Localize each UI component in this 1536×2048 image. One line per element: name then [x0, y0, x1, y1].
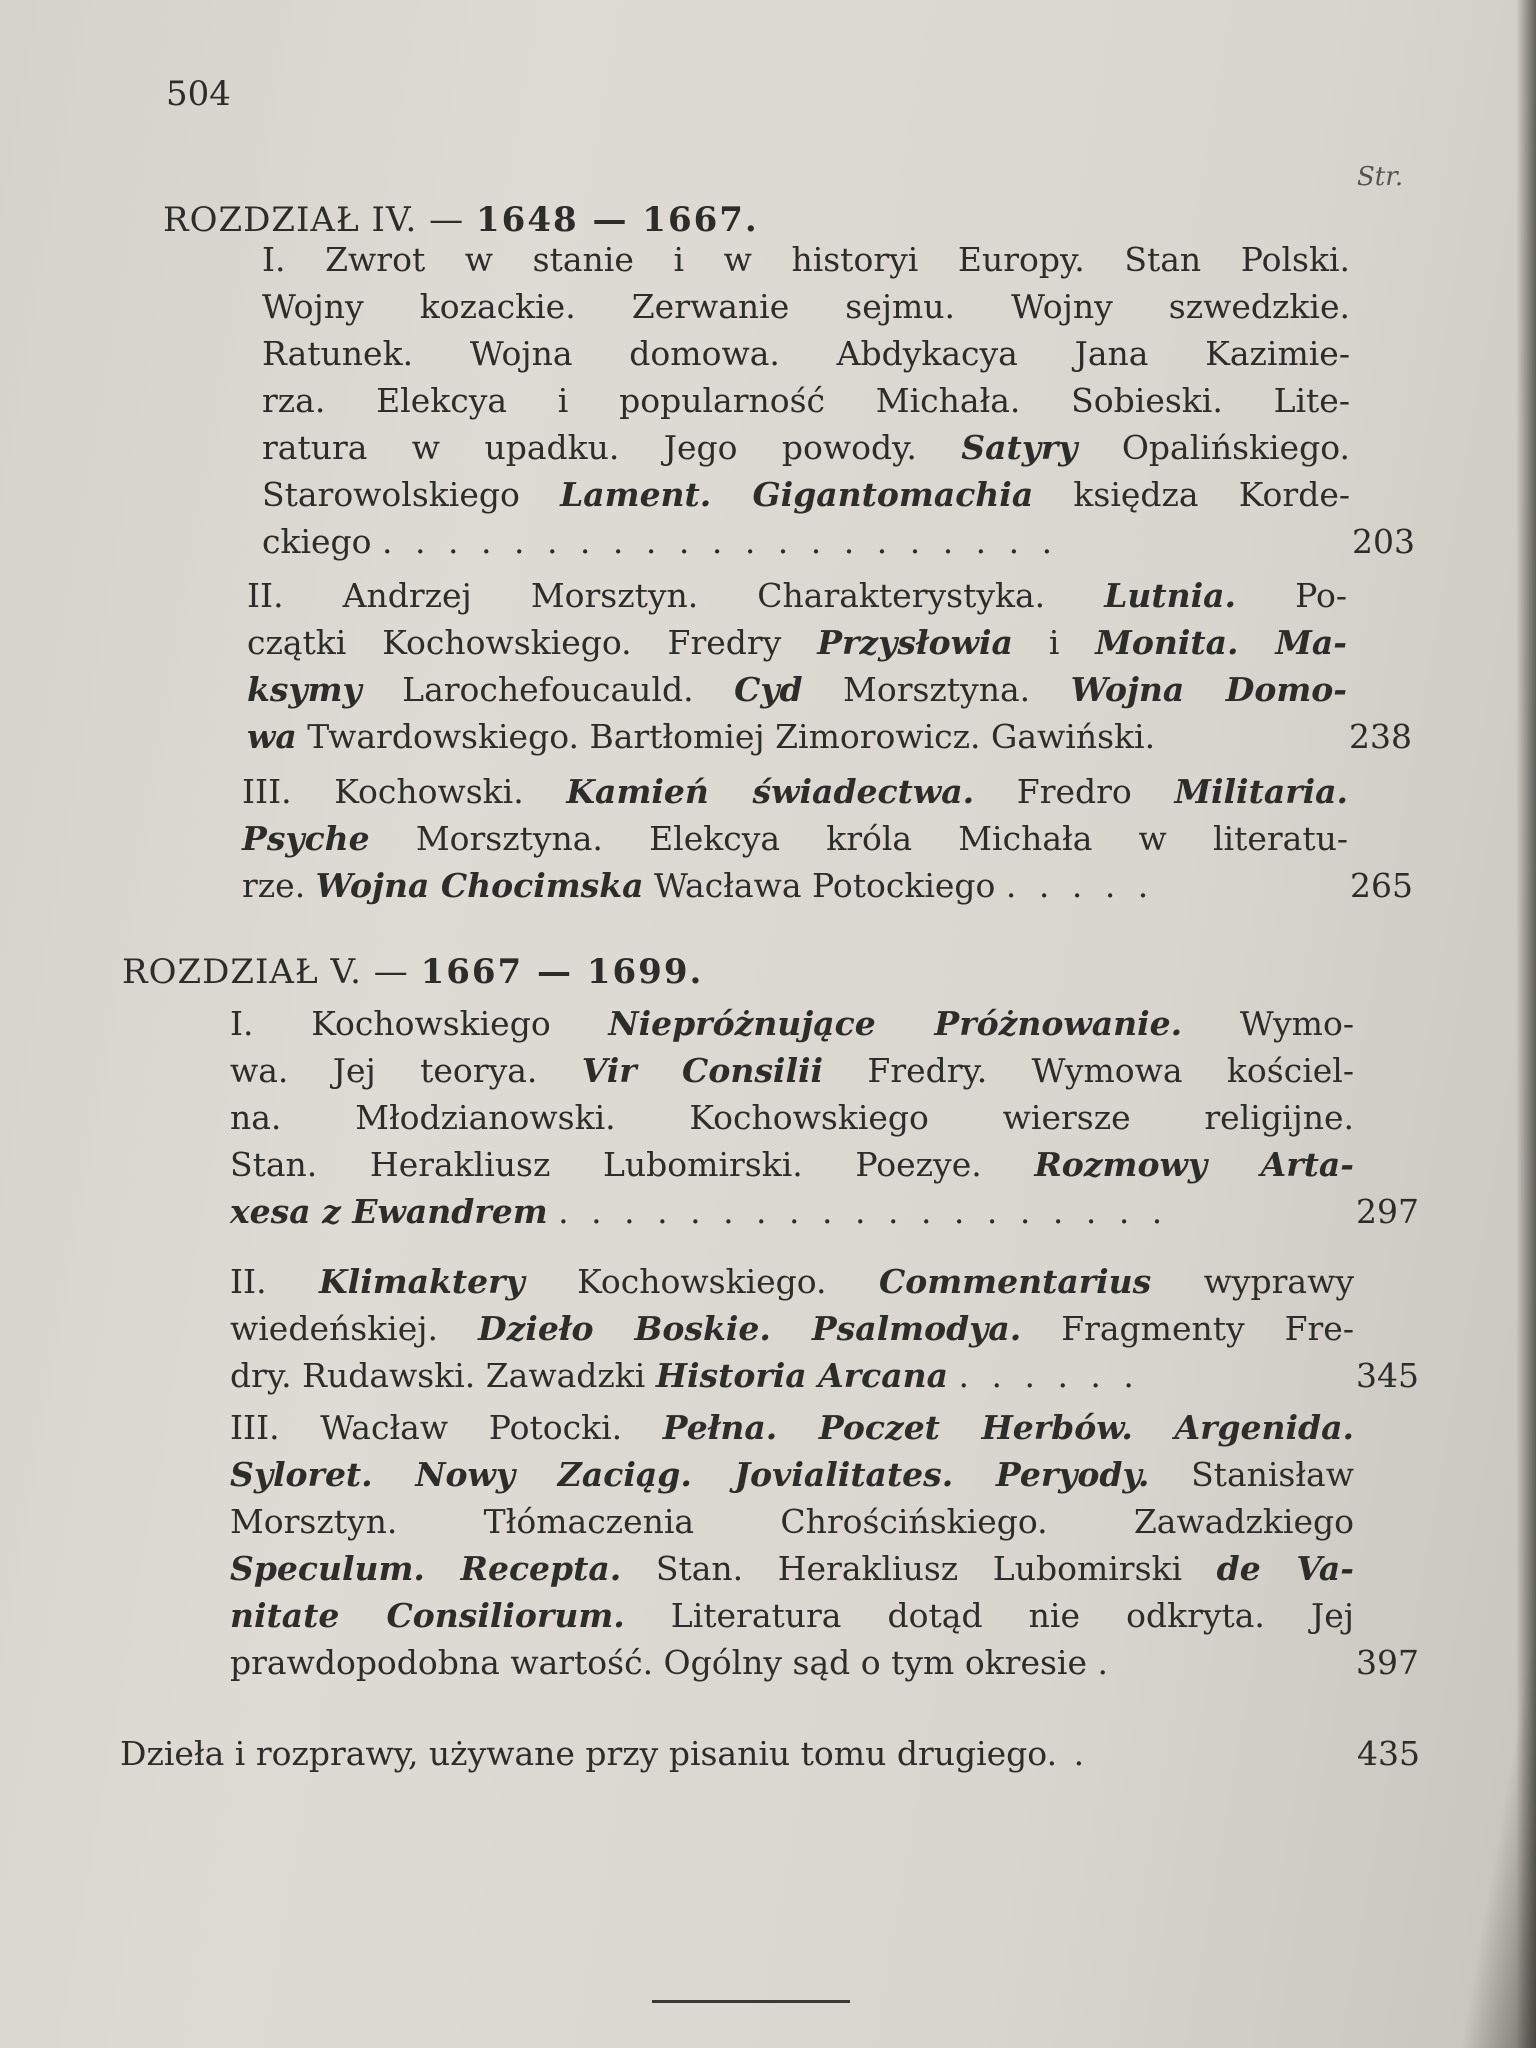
entry-text: Stanisław — [1149, 1455, 1354, 1494]
entry-text: Morsztyn. Tłómaczenia Chrościńskiego. Zawadzkiego — [230, 1502, 1354, 1541]
entry-text: i — [1012, 623, 1096, 662]
entry-line — [247, 619, 1347, 666]
leader-dots: . . . . . . . . . . . . . . . . . . . . . — [382, 522, 1059, 561]
chapter-4-years: 1648 — 1667. — [476, 200, 759, 240]
italic-title: Klimaktery — [319, 1262, 525, 1301]
entry-text: Kochowskiego. — [524, 1262, 879, 1301]
entry-text: na. Młodzianowski. Kochowskiego wiersze religijne. — [230, 1098, 1354, 1137]
italic-title: Przysłowia — [817, 623, 1013, 662]
sources-text: Dzieła i rozprawy, używane przy pisaniu tomu drugiego. — [120, 1734, 1058, 1773]
page-ref: 265 — [1350, 866, 1413, 905]
entry-line — [230, 1258, 1354, 1305]
entry-line — [230, 1404, 1354, 1451]
entry-text: wyprawy — [1151, 1262, 1354, 1301]
italic-title: Dzieło Boskie. Psalmodya. — [477, 1309, 1022, 1348]
italic-title: xesa z Ewandrem — [230, 1192, 548, 1231]
entry-line — [230, 1094, 1354, 1141]
italic-title: Lament. Gigantomachia — [560, 475, 1034, 514]
entry-text: prawdopodobna wartość. Ogólny sąd o tym okresie — [230, 1643, 1098, 1682]
entry-text: wiedeńskiej. — [230, 1309, 478, 1348]
page-ref: 297 — [1356, 1192, 1419, 1231]
chapter-5-years: 1667 — 1699. — [420, 952, 704, 992]
entry-line — [242, 768, 1348, 815]
entry-text: Ratunek. Wojna domowa. Abdykacya Jana Kazimie- — [262, 334, 1350, 373]
entry-text: dry. Rudawski. Zawadzki — [230, 1356, 656, 1395]
leader-dots: . — [1097, 1643, 1114, 1682]
entry-text: Morsztyna. Elekcya króla Michała w literatu- — [369, 819, 1348, 858]
entry-line — [230, 1498, 1354, 1545]
italic-title: Cyd — [734, 670, 803, 709]
entry-line — [262, 377, 1350, 424]
entry-text: Starowolskiego — [262, 475, 561, 514]
entry-text — [948, 1356, 959, 1395]
entry-text — [548, 1192, 559, 1231]
chapter-5-heading — [122, 952, 703, 992]
entry-text: księdza Korde- — [1033, 475, 1350, 514]
italic-title: Historia Arcana — [655, 1356, 949, 1395]
page-ref: 203 — [1352, 522, 1415, 561]
leader-dots: . . . . . — [1005, 866, 1155, 905]
entry-text: ratura w upadku. Jego powody. — [262, 428, 962, 467]
entry-text: I. Zwrot w stanie i w historyi Europy. Stan Polski. — [262, 240, 1350, 279]
entry-line — [230, 1000, 1354, 1047]
toc-entry — [230, 1000, 1419, 1235]
entry-line — [262, 236, 1350, 283]
chapter-5-label: ROZDZIAŁ V. — — [122, 952, 409, 992]
italic-title: Monita. Ma- — [1095, 623, 1347, 662]
italic-title: Kamień świadectwa. — [566, 772, 975, 811]
entry-text: Wojny kozackie. Zerwanie sejmu. Wojny szwedzkie. — [262, 287, 1350, 326]
entry-text: rze. — [242, 866, 316, 905]
closing-rule — [652, 2000, 850, 2003]
entry-text: III. Kochowski. — [242, 772, 567, 811]
entry-text: II. Andrzej Morsztyn. Charakterystyka. — [247, 576, 1105, 615]
italic-title: Pełna. Poczet Herbów. Argenida. — [662, 1408, 1354, 1447]
entry-line — [230, 1352, 1419, 1399]
entry-text: Opalińskiego. — [1077, 428, 1350, 467]
entry-text: Po- — [1236, 576, 1347, 615]
entry-line — [262, 283, 1350, 330]
italic-title: Wojna Domo- — [1070, 670, 1348, 709]
italic-title: Psyche — [242, 819, 370, 858]
entry-line — [247, 572, 1347, 619]
page-ref: 238 — [1349, 717, 1412, 756]
entry-text: II. — [230, 1262, 319, 1301]
entry-line — [262, 424, 1350, 471]
entry-text: Larochefoucauld. — [361, 670, 735, 709]
entry-text: I. Kochowskiego — [230, 1004, 609, 1043]
toc-entry — [262, 236, 1415, 565]
entry-text: Fragmenty Fre- — [1021, 1309, 1354, 1348]
leader-dots: . . . . . . . . . . . . . . . . . . . — [558, 1192, 1169, 1231]
toc-entry — [242, 768, 1413, 909]
entry-text: Fredro — [974, 772, 1175, 811]
entry-line — [230, 1639, 1419, 1686]
italic-title: Speculum. Recepta. — [230, 1549, 622, 1588]
italic-title: Niepróżnujące Próżnowanie. — [608, 1004, 1183, 1043]
entry-line — [230, 1047, 1354, 1094]
entry-line — [230, 1451, 1354, 1498]
entry-text: wa. Jej teorya. — [230, 1051, 582, 1090]
entry-line — [242, 862, 1413, 909]
entry-line — [230, 1592, 1354, 1639]
italic-title: Commentarius — [878, 1262, 1152, 1301]
page-number: 504 — [166, 74, 231, 114]
entry-line — [242, 815, 1348, 862]
entry-text: Wacława Potockiego — [643, 866, 1006, 905]
entry-line — [230, 1305, 1354, 1352]
entry-text: Literatura dotąd nie odkryta. Jej — [624, 1596, 1354, 1635]
page-ref: 345 — [1356, 1356, 1419, 1395]
entry-line — [262, 471, 1350, 518]
italic-title: Lutnia. — [1104, 576, 1237, 615]
italic-title: wa — [247, 717, 297, 756]
entry-text: Wymo- — [1182, 1004, 1354, 1043]
leader-dots: . — [1057, 1734, 1091, 1773]
italic-title: ksymy — [247, 670, 362, 709]
leader-dots: . . . . . . — [958, 1356, 1140, 1395]
toc-entry — [230, 1404, 1419, 1686]
entry-text: ckiego — [262, 522, 383, 561]
entry-line — [262, 518, 1415, 565]
entry-line — [230, 1141, 1354, 1188]
entry-line — [262, 330, 1350, 377]
entry-line — [247, 713, 1412, 760]
chapter-4-label: ROZDZIAŁ IV. — — [163, 200, 465, 240]
page-ref: 435 — [1357, 1734, 1420, 1773]
page-ref: 397 — [1356, 1643, 1419, 1682]
sources-entry — [120, 1730, 1420, 1777]
italic-title: de Va- — [1216, 1549, 1355, 1588]
italic-title: Wojna Chocimska — [315, 866, 644, 905]
entry-text: III. Wacław Potocki. — [230, 1408, 663, 1447]
italic-title: Vir Consilii — [581, 1051, 824, 1090]
entry-text: rza. Elekcya i popularność Michała. Sobieski. Lite- — [262, 381, 1350, 420]
entry-text: Fredry. Wymowa kościel- — [823, 1051, 1354, 1090]
toc-entry — [230, 1258, 1419, 1399]
entry-text: Twardowskiego. Bartłomiej Zimorowicz. Gawiński. — [296, 717, 1156, 756]
toc-entry — [247, 572, 1412, 760]
page-column-header: Str. — [1357, 162, 1404, 192]
entry-text: czątki Kochowskiego. Fredry — [247, 623, 818, 662]
italic-title: Rozmowy Arta- — [1034, 1145, 1354, 1184]
page-edge-shadow — [1516, 0, 1536, 2048]
entry-text: Stan. Herakliusz Lubomirski. Poezye. — [230, 1145, 1035, 1184]
chapter-4-heading — [163, 200, 759, 240]
italic-title: Satyry — [961, 428, 1078, 467]
italic-title: Syloret. Nowy Zaciąg. Jovialitates. Peryody. — [230, 1455, 1150, 1494]
entry-line — [230, 1188, 1419, 1235]
italic-title: nitate Consiliorum. — [230, 1596, 625, 1635]
entry-line — [247, 666, 1347, 713]
entry-line — [230, 1545, 1354, 1592]
entry-text: Stan. Herakliusz Lubomirski — [621, 1549, 1217, 1588]
entry-text: Morsztyna. — [802, 670, 1071, 709]
italic-title: Militaria. — [1174, 772, 1348, 811]
